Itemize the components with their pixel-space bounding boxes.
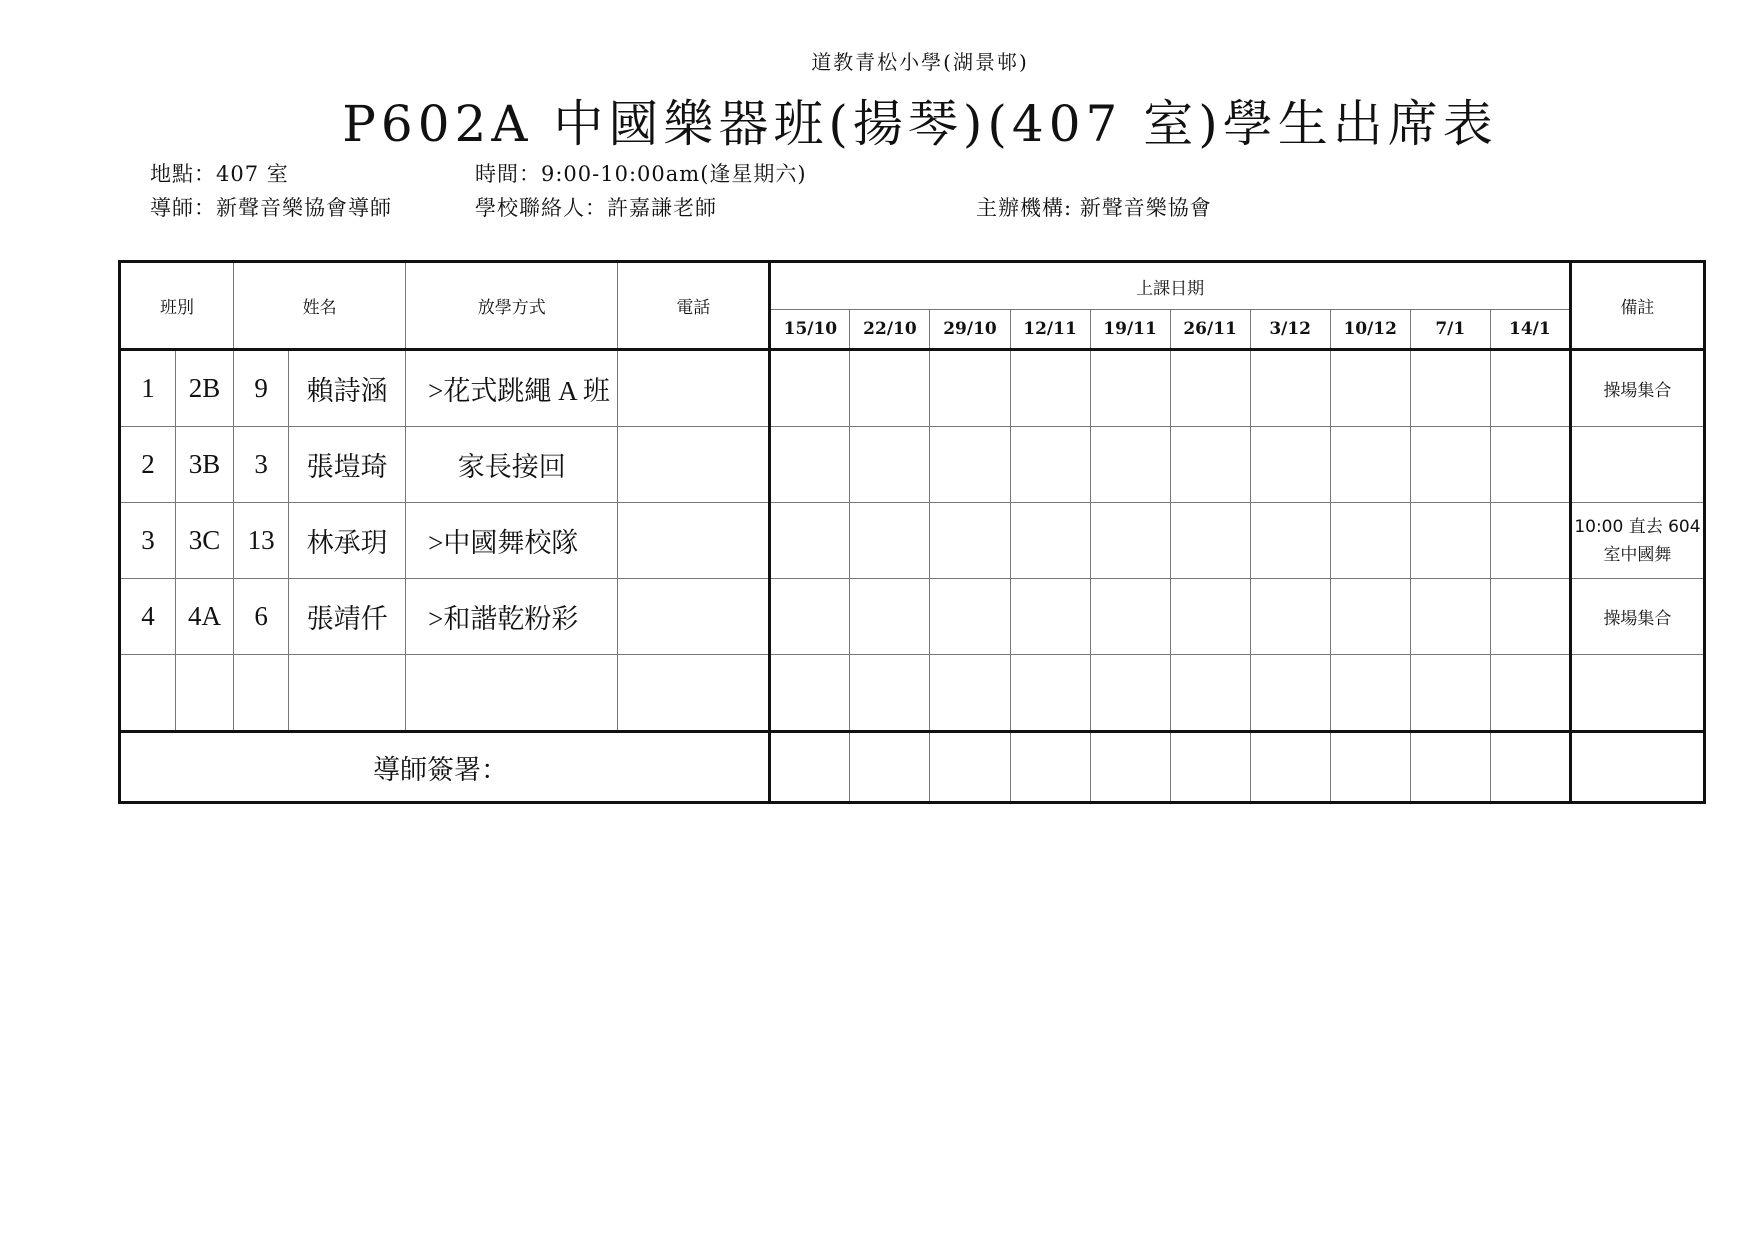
empty-row [120,655,1705,732]
signature-cell[interactable] [1250,732,1330,803]
attendance-cell[interactable] [1010,579,1090,655]
attendance-cell[interactable] [770,350,850,427]
row-number: 4 [120,579,176,655]
row-number: 2 [120,427,176,503]
student-name-cell: 林承玥 [289,503,406,579]
signature-cell[interactable] [1490,732,1570,803]
attendance-cell[interactable] [1410,579,1490,655]
signature-cell[interactable] [1010,732,1090,803]
signature-cell[interactable] [850,732,930,803]
attendance-cell[interactable] [1490,503,1570,579]
attendance-cell[interactable] [1170,350,1250,427]
class-cell: 3B [176,427,234,503]
student-row [120,503,1705,579]
name-header: 姓名 [234,262,406,350]
attendance-cell[interactable] [1330,655,1410,732]
attendance-cell[interactable] [1250,579,1330,655]
attendance-cell[interactable] [1010,427,1090,503]
attendance-cell[interactable] [770,427,850,503]
student-name-cell: 張塏琦 [289,427,406,503]
class-number-cell: 3 [234,427,289,503]
date-cell: 10/12 [1330,310,1410,350]
attendance-cell[interactable] [930,503,1010,579]
signature-row [120,732,1705,803]
attendance-cell[interactable] [1090,350,1170,427]
remark-cell [1570,655,1704,732]
date-cell: 22/10 [850,310,930,350]
attendance-cell[interactable] [850,579,930,655]
attendance-cell[interactable] [1090,503,1170,579]
attendance-cell[interactable] [1010,350,1090,427]
attendance-cell[interactable] [1330,350,1410,427]
attendance-cell[interactable] [1330,427,1410,503]
phone-cell [618,655,770,732]
attendance-cell[interactable] [930,350,1010,427]
class-cell: 3C [176,503,234,579]
attendance-cell[interactable] [1330,503,1410,579]
signature-cell[interactable] [930,732,1010,803]
remark-cell: 操場集合 [1570,579,1704,655]
row-number [120,655,176,732]
location-text: 地點：407 室 [150,162,289,186]
remark-cell [1570,427,1704,503]
class-number-cell: 6 [234,579,289,655]
phone-header: 電話 [618,262,770,350]
organizer-text: 主辦機構: 新聲音樂協會 [976,196,1212,220]
class-header: 班別 [120,262,234,350]
attendance-cell[interactable] [930,427,1010,503]
class-cell [176,655,234,732]
student-row [120,350,1705,427]
phone-cell [618,579,770,655]
dismissal-method-cell [406,655,618,732]
signature-cell[interactable] [1410,732,1490,803]
dismissal-method-cell: >花式跳繩 A 班 [406,350,618,427]
attendance-cell[interactable] [1090,579,1170,655]
phone-cell [618,503,770,579]
attendance-cell[interactable] [930,579,1010,655]
date-cell: 14/1 [1490,310,1570,350]
student-row [120,579,1705,655]
attendance-cell[interactable] [1490,427,1570,503]
dismissal-header: 放學方式 [406,262,618,350]
row-number: 3 [120,503,176,579]
date-cell: 15/10 [770,310,850,350]
attendance-cell[interactable] [1490,579,1570,655]
attendance-cell[interactable] [850,503,930,579]
attendance-table [118,260,1706,804]
student-name-cell: 張靖仟 [289,579,406,655]
attendance-cell[interactable] [1170,655,1250,732]
attendance-cell[interactable] [1090,655,1170,732]
student-name-cell [289,655,406,732]
attendance-cell[interactable] [1170,503,1250,579]
attendance-cell[interactable] [930,655,1010,732]
time-text: 時間：9:00-10:00am(逢星期六) [475,162,807,186]
student-row [120,427,1705,503]
attendance-cell[interactable] [1410,427,1490,503]
attendance-cell[interactable] [1090,427,1170,503]
phone-cell [618,350,770,427]
class-number-cell [234,655,289,732]
attendance-cell[interactable] [850,655,930,732]
remark-cell: 10:00 直去 604 室中國舞 [1570,503,1704,579]
attendance-cell[interactable] [1410,350,1490,427]
attendance-cell[interactable] [770,503,850,579]
attendance-cell[interactable] [1010,655,1090,732]
row-number: 1 [120,350,176,427]
signature-cell[interactable] [1330,732,1410,803]
attendance-cell[interactable] [1250,503,1330,579]
school-contact-text: 學校聯絡人：許嘉謙老師 [475,196,717,220]
date-cell: 29/10 [930,310,1010,350]
phone-cell [618,427,770,503]
attendance-cell[interactable] [1410,503,1490,579]
dismissal-method-cell: >中國舞校隊 [406,503,618,579]
attendance-cell[interactable] [1250,350,1330,427]
date-cell: 12/11 [1010,310,1090,350]
date-cell: 7/1 [1410,310,1490,350]
page-title: P602A 中國樂器班(揚琴)(407 室)學生出席表 [342,95,1498,153]
tutor-signature-label: 導師簽署： [120,732,770,803]
date-cell: 19/11 [1090,310,1170,350]
attendance-cell[interactable] [1490,655,1570,732]
lesson-dates-header: 上課日期 [770,262,1571,310]
attendance-cell[interactable] [770,655,850,732]
signature-remark-cell[interactable] [1570,732,1704,803]
attendance-cell[interactable] [1250,655,1330,732]
dismissal-method-cell: >和諧乾粉彩 [406,579,618,655]
attendance-cell[interactable] [1170,427,1250,503]
attendance-cell[interactable] [850,427,930,503]
attendance-cell[interactable] [850,350,930,427]
remarks-header: 備註 [1570,262,1704,350]
attendance-cell[interactable] [1250,427,1330,503]
remark-cell: 操場集合 [1570,350,1704,427]
class-number-cell: 13 [234,503,289,579]
attendance-cell[interactable] [770,579,850,655]
attendance-cell[interactable] [1410,655,1490,732]
attendance-cell[interactable] [1330,579,1410,655]
date-cell: 3/12 [1250,310,1330,350]
class-cell: 4A [176,579,234,655]
school-name: 道教青松小學(湖景邨) [811,50,1029,74]
attendance-cell[interactable] [1170,579,1250,655]
signature-cell[interactable] [770,732,850,803]
class-number-cell: 9 [234,350,289,427]
date-cell: 26/11 [1170,310,1250,350]
signature-cell[interactable] [1090,732,1170,803]
class-cell: 2B [176,350,234,427]
student-name-cell: 賴詩涵 [289,350,406,427]
signature-cell[interactable] [1170,732,1250,803]
dismissal-method-cell: 家長接回 [406,427,618,503]
header-row [120,262,1705,310]
attendance-cell[interactable] [1010,503,1090,579]
tutor-text: 導師：新聲音樂協會導師 [150,196,392,220]
attendance-cell[interactable] [1490,350,1570,427]
